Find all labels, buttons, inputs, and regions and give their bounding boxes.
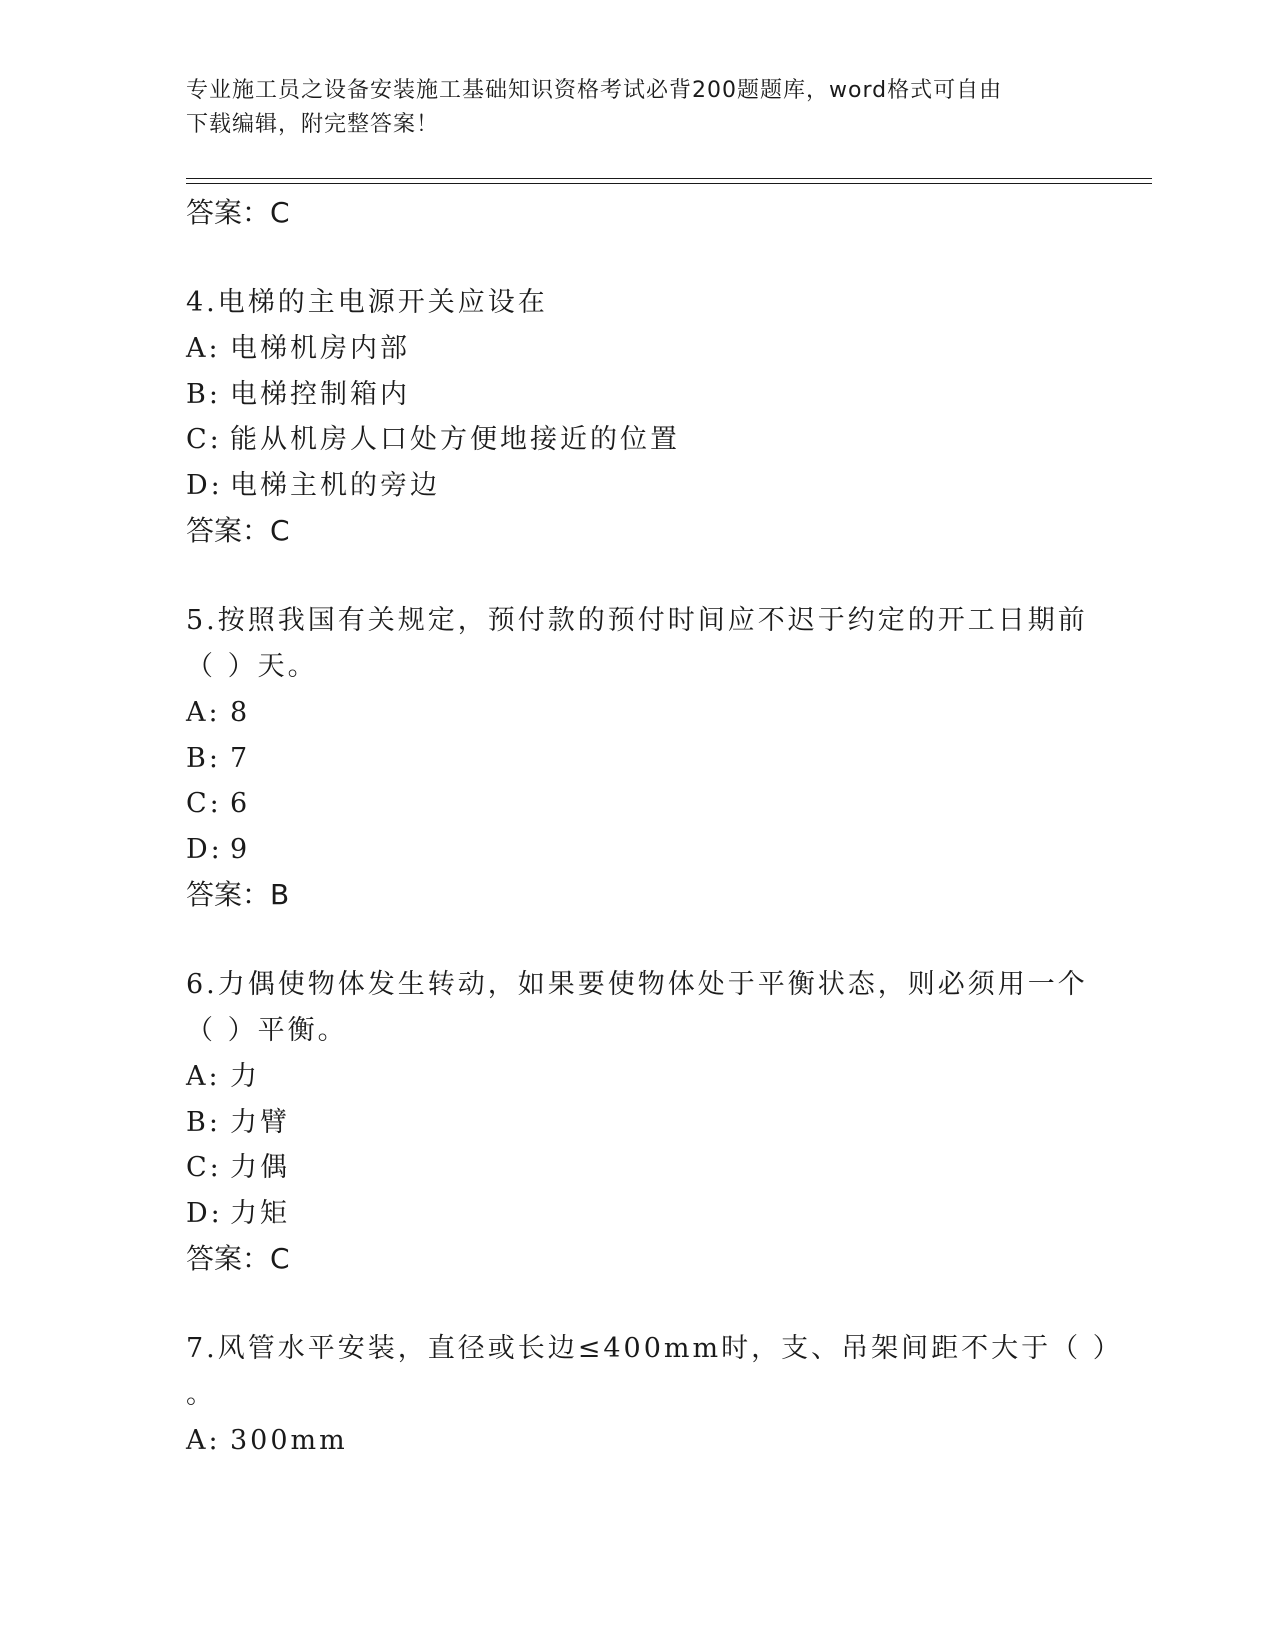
- option-text: 力矩: [230, 1197, 290, 1229]
- option-text: 9: [230, 833, 251, 865]
- option-b: [186, 372, 1086, 418]
- option-a: [186, 1054, 1086, 1100]
- question-stem-line: （ ）平衡。: [186, 1015, 348, 1046]
- option-letter: B:: [186, 378, 221, 410]
- option-d: [186, 1191, 1086, 1237]
- option-text: 电梯控制箱内: [230, 378, 410, 410]
- header-title-line-2: 下载编辑，附完整答案！: [186, 112, 440, 137]
- option-text: 力臂: [230, 1106, 290, 1138]
- option-text: 6: [230, 788, 251, 819]
- option-b: [186, 736, 1086, 782]
- option-letter: B:: [186, 1106, 221, 1138]
- question-6: [186, 962, 1086, 1282]
- option-text: 7: [230, 742, 251, 774]
- option-text: 力: [230, 1061, 260, 1092]
- answer-line: 答案：C: [186, 196, 290, 229]
- option-c: [186, 417, 1086, 463]
- question-5: [186, 598, 1086, 918]
- option-a: [186, 1418, 1086, 1464]
- question-stem-line: 6.力偶使物体发生转动，如果要使物体处于平衡状态，则必须用一个: [186, 969, 1088, 1000]
- question-7: [186, 1326, 1123, 1464]
- option-a: [186, 326, 1086, 372]
- option-text: 电梯机房内部: [230, 333, 410, 364]
- option-letter: C:: [186, 424, 222, 455]
- question-stem-line: 7.风管水平安装，直径或长边≤400mm时，支、吊架间距不大于（ ）: [186, 1333, 1123, 1364]
- option-letter: A:: [186, 333, 221, 364]
- option-text: 能从机房人口处方便地接近的位置: [230, 424, 680, 455]
- option-letter: A:: [186, 1061, 221, 1092]
- question-stem-line: 5.按照我国有关规定，预付款的预付时间应不迟于约定的开工日期前: [186, 605, 1088, 636]
- question-4: [186, 280, 1086, 554]
- question-list: [186, 190, 1123, 1464]
- option-b: [186, 1100, 1086, 1146]
- header-divider-top: [186, 178, 1152, 179]
- question-stem-line: （ ）天。: [186, 651, 318, 682]
- option-letter: A:: [186, 1425, 221, 1456]
- option-text: 力偶: [230, 1152, 290, 1183]
- option-c: [186, 1145, 1086, 1191]
- header-divider-bottom: [186, 183, 1152, 184]
- answer-line: 答案：B: [186, 878, 290, 911]
- question-stem: [186, 598, 1088, 690]
- option-text: 8: [230, 697, 251, 728]
- option-d: [186, 463, 1086, 509]
- option-letter: D:: [186, 1197, 223, 1229]
- option-letter: A:: [186, 697, 221, 728]
- answer-line: 答案：C: [186, 514, 290, 547]
- option-letter: B:: [186, 742, 221, 774]
- document-header: [186, 74, 1066, 142]
- option-letter: D:: [186, 833, 223, 865]
- option-d: [186, 827, 1086, 873]
- option-c: [186, 781, 1086, 827]
- option-text: 电梯主机的旁边: [230, 469, 440, 501]
- question-stem: [186, 1326, 1123, 1418]
- option-a: [186, 690, 1086, 736]
- option-letter: C:: [186, 788, 222, 819]
- answer-line: 答案：C: [186, 1242, 290, 1275]
- question-stem: [186, 280, 1066, 326]
- option-letter: C:: [186, 1152, 222, 1183]
- question-stem-line: 。: [186, 1379, 216, 1410]
- option-letter: D:: [186, 469, 223, 501]
- question-stem-line: 4.电梯的主电源开关应设在: [186, 287, 548, 318]
- header-title-line-1: 专业施工员之设备安装施工基础知识资格考试必背200题题库，word格式可自由: [186, 78, 1003, 103]
- question-stem: [186, 962, 1088, 1054]
- option-text: 300mm: [230, 1425, 348, 1456]
